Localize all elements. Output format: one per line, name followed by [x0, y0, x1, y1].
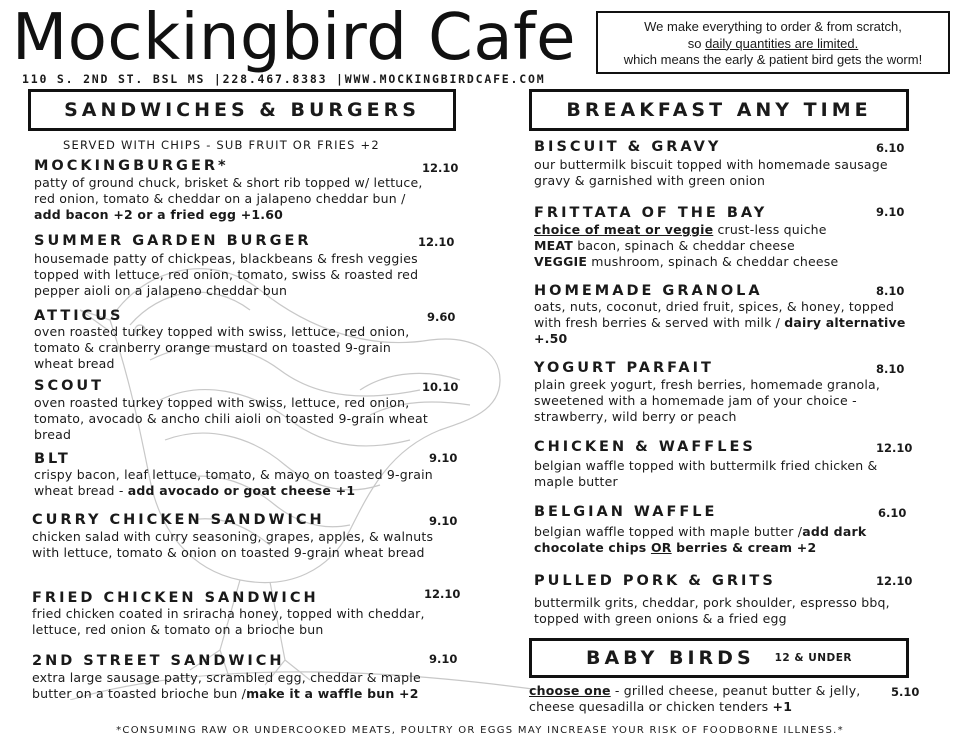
menu-item-desc: [34, 175, 434, 223]
baby-birds-heading: [529, 638, 909, 678]
desc-addon: add dark chocolate chips: [534, 524, 867, 555]
cafe-title: Mockingbird Cafe: [12, 1, 576, 75]
menu-item-desc: [534, 524, 914, 556]
desc-text: extra large sausage patty, scrambled egg, cheddar & maple butter on a toasted brioche bun /: [32, 670, 421, 701]
desc-addon: dairy alternative +.50: [534, 315, 906, 346]
menu-item-name: ATTICUS: [34, 308, 124, 324]
menu-item-desc: [34, 467, 434, 499]
menu-item-name: PULLED PORK & GRITS: [534, 573, 776, 589]
notice-line-2-prefix: so: [687, 35, 706, 51]
frittata-line-3: [534, 254, 934, 270]
notice-line-2: [598, 36, 948, 53]
menu-item-price: 10.10: [422, 380, 459, 394]
baby-birds-price: 5.10: [891, 685, 920, 699]
menu-item-price: 8.10: [876, 284, 905, 298]
menu-item-name: 2ND STREET SANDWICH: [32, 653, 285, 669]
menu-item-name: CURRY CHICKEN SANDWICH: [32, 512, 325, 528]
desc-text: belgian waffle topped with maple butter /: [534, 524, 803, 539]
menu-item-name: FRIED CHICKEN SANDWICH: [32, 590, 319, 606]
baby-birds-age: 12 & UNDER: [774, 652, 852, 664]
menu-item-name: FRITTATA OF THE BAY: [534, 205, 768, 221]
menu-item-name: SCOUT: [34, 378, 105, 394]
frittata-line-1-text: crust-less quiche: [713, 222, 827, 237]
menu-item-desc: plain greek yogurt, fresh berries, homemade granola, sweetened with a homemade jam of your choice - strawberry, wild berry or peach: [534, 377, 881, 424]
menu-item-price: 8.10: [876, 362, 905, 376]
menu-item-price: 9.10: [429, 514, 458, 528]
sandwiches-heading: SANDWICHES & BURGERS: [28, 89, 456, 131]
desc-addon-end: berries & cream +2: [671, 540, 817, 555]
breakfast-heading: BREAKFAST ANY TIME: [529, 89, 909, 131]
food-safety-disclaimer: *CONSUMING RAW OR UNDERCOOKED MEATS, POULTRY OR EGGS MAY INCREASE YOUR RISK OF FOODBORNE ILLNESS.*: [116, 725, 844, 736]
desc-text: patty of ground chuck, brisket & short rib topped w/ lettuce, red onion, tomato & cheddar on a jalapeno cheddar bun /: [34, 175, 423, 206]
desc-text: oats, nuts, coconut, dried fruit, spices, & honey, topped with fresh berries & served with milk /: [534, 299, 895, 330]
menu-item-name: BISCUIT & GRAVY: [534, 139, 722, 155]
desc-addon: +1: [772, 699, 793, 714]
frittata-veggie-text: mushroom, spinach & cheddar cheese: [587, 254, 839, 269]
baby-birds-title: BABY BIRDS: [585, 647, 755, 669]
notice-line-2-underlined: daily quantities are limited.: [705, 35, 859, 51]
menu-item-desc: oven roasted turkey topped with swiss, lettuce, red onion, tomato & cranberry orange mustard on toasted 9-grain wheat bread: [34, 324, 410, 371]
menu-item-name: BELGIAN WAFFLE: [534, 504, 718, 520]
frittata-line-2: [534, 238, 934, 254]
served-with-note: SERVED WITH CHIPS - SUB FRUIT OR FRIES +2: [63, 138, 380, 152]
menu-item-price: 12.10: [422, 161, 459, 175]
notice-line-3: which means the early & patient bird gets the worm!: [623, 52, 923, 67]
menu-item-price: 12.10: [418, 235, 455, 249]
desc-addon: add bacon +2 or a fried egg +1.60: [34, 207, 284, 222]
menu-item-price: 9.60: [427, 310, 456, 324]
desc-text: crispy bacon, leaf lettuce, tomato, & mayo on toasted 9-grain wheat bread -: [34, 467, 433, 498]
menu-item-desc: [534, 222, 934, 270]
menu-item-price: 9.10: [429, 451, 458, 465]
desc-addon: make it a waffle bun +2: [246, 686, 419, 701]
frittata-meat-label: MEAT: [534, 238, 574, 253]
notice-line-1: We make everything to order & from scratch,: [644, 19, 902, 34]
baby-birds-choose: choose one: [529, 683, 611, 698]
desc-addon: add avocado or goat cheese +1: [127, 483, 356, 498]
menu-item-price: 12.10: [876, 574, 913, 588]
menu-item-price: 6.10: [878, 506, 907, 520]
scratch-notice-box: [596, 11, 950, 74]
menu-item-price: 9.10: [429, 652, 458, 666]
frittata-veggie-label: VEGGIE: [534, 254, 588, 269]
menu-item-name: SUMMER GARDEN BURGER: [34, 233, 312, 249]
menu-item-desc: our buttermilk biscuit topped with homemade sausage gravy & garnished with green onion: [534, 157, 888, 188]
menu-item-name: BLT: [34, 451, 71, 467]
menu-item-name: MOCKINGBURGER*: [34, 158, 229, 174]
menu-item-desc: [534, 299, 924, 347]
menu-item-desc: oven roasted turkey topped with swiss, lettuce, red onion, tomato, avocado & ancho chili aioli on toasted 9-grain wheat bread: [34, 395, 429, 442]
menu-item-name: YOGURT PARFAIT: [534, 360, 714, 376]
frittata-line-1: [534, 222, 934, 238]
menu-item-desc: chicken salad with curry seasoning, grapes, apples, & walnuts with lettuce, tomato & onion on toasted 9-grain wheat bread: [32, 529, 434, 560]
menu-item-price: 12.10: [424, 587, 461, 601]
frittata-choice: choice of meat or veggie: [534, 222, 714, 237]
menu-item-desc: belgian waffle topped with buttermilk fried chicken & maple butter: [534, 458, 878, 489]
desc-addon-or: OR: [650, 540, 672, 555]
menu-item-desc: [32, 670, 432, 702]
cafe-address-line: 110 S. 2ND ST. BSL MS |228.467.8383 |WWW.MOCKINGBIRDCAFE.COM: [22, 72, 546, 86]
menu-item-price: 12.10: [876, 441, 913, 455]
menu-item-desc: buttermilk grits, cheddar, pork shoulder, espresso bbq, topped with green onions & a fried egg: [534, 595, 890, 626]
menu-item-name: CHICKEN & WAFFLES: [534, 439, 756, 455]
baby-birds-desc: [529, 683, 889, 715]
menu-item-name: HOMEMADE GRANOLA: [534, 283, 763, 299]
menu-item-price: 9.10: [876, 205, 905, 219]
desc-text: - grilled cheese, peanut butter & jelly, cheese quesadilla or chicken tenders: [529, 683, 861, 714]
frittata-meat-text: bacon, spinach & cheddar cheese: [573, 238, 795, 253]
menu-item-desc: fried chicken coated in sriracha honey, topped with cheddar, lettuce, red onion & tomato on a brioche bun: [32, 606, 425, 637]
menu-item-desc: housemade patty of chickpeas, blackbeans & fresh veggies topped with lettuce, red onion, tomato, swiss & roasted red pepper aioli on a jalapeno cheddar bun: [34, 251, 419, 298]
menu-item-price: 6.10: [876, 141, 905, 155]
